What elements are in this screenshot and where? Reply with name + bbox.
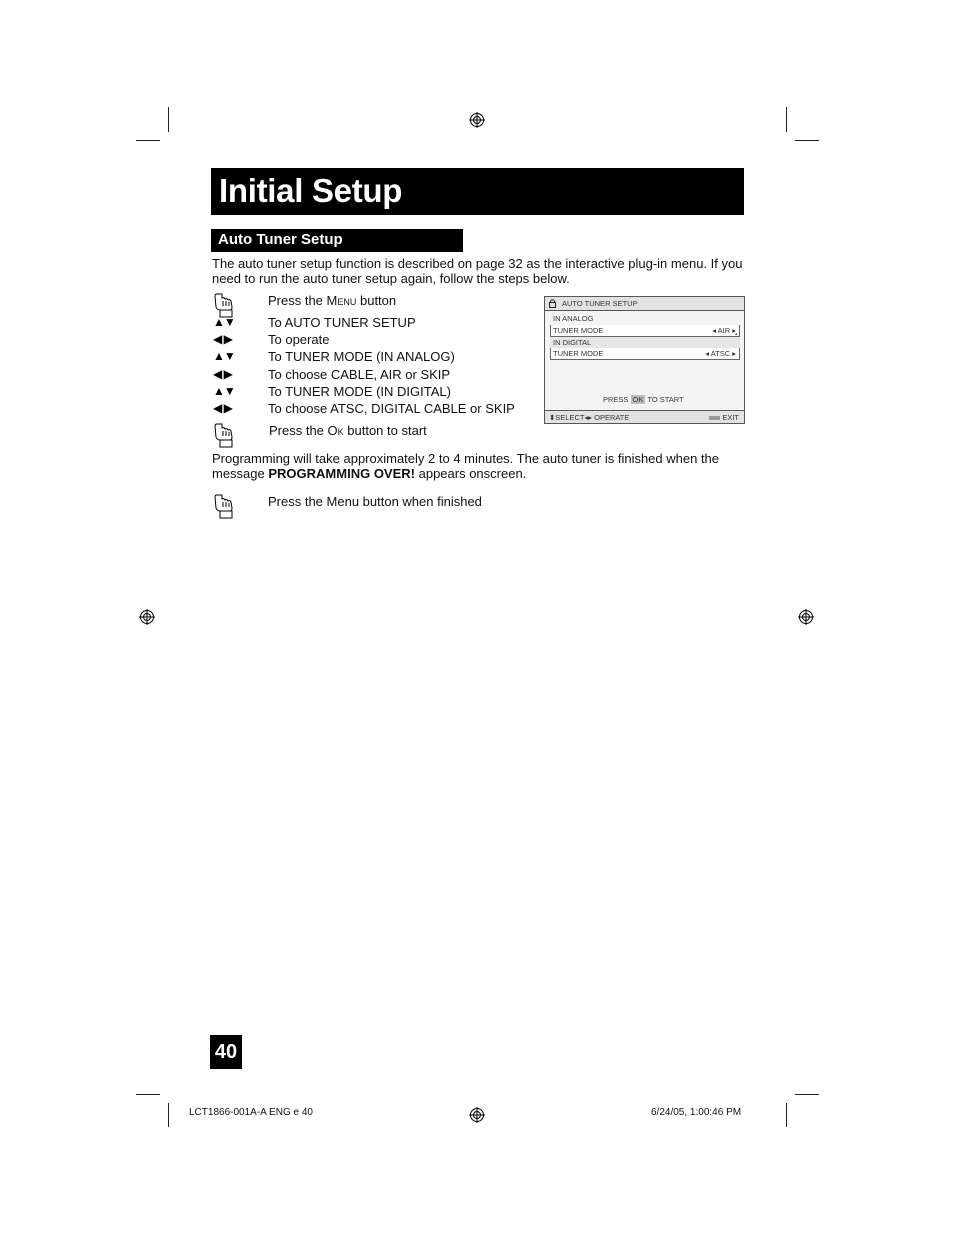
- up-down-arrow-icon: ▲▼: [213, 349, 235, 363]
- crop-mark: [136, 1094, 160, 1095]
- intro-paragraph: The auto tuner setup function is described on page 32 as the interactive plug-in menu. If you need to run the auto tuner setup again, follow the steps below.: [212, 256, 743, 286]
- tv-menu-analog-tuner-mode: TUNER MODE ◂ AIR ▸: [550, 325, 740, 337]
- step-text: To AUTO TUNER SETUP: [268, 315, 416, 330]
- tv-menu-exit: EXIT: [709, 413, 739, 422]
- step-text: To TUNER MODE (IN ANALOG): [268, 349, 455, 364]
- crop-mark: [786, 107, 787, 132]
- cursor-icon: ▪: [735, 332, 738, 338]
- tv-menu-in-digital: IN DIGITAL: [550, 337, 740, 348]
- tv-menu-header: [545, 297, 744, 311]
- step-text: To choose ATSC, DIGITAL CABLE or SKIP: [268, 401, 515, 416]
- page-number: 40: [210, 1035, 242, 1069]
- remote-hand-icon: [212, 493, 238, 519]
- tv-menu-title: AUTO TUNER SETUP: [562, 299, 638, 308]
- step-press-menu-finished: Press the Menu button when finished: [268, 494, 482, 509]
- step-text: To choose CABLE, AIR or SKIP: [268, 367, 451, 382]
- page-title: Initial Setup: [219, 172, 403, 209]
- crop-mark: [795, 1094, 819, 1095]
- section-title-bar: [211, 229, 463, 252]
- crop-mark: [136, 140, 160, 141]
- left-right-arrow-icon: ◀ ▶: [213, 401, 232, 415]
- tv-menu-footer: [545, 410, 744, 423]
- lock-icon: [549, 299, 556, 308]
- programming-paragraph: Programming will take approximately 2 to 4 minutes. The auto tuner is finished when the message PROGRAMMING OVER! appears onscreen.: [212, 451, 720, 481]
- left-right-arrow-icon: ◀ ▶: [213, 367, 232, 381]
- up-down-arrow-icon: ▲▼: [213, 315, 235, 329]
- registration-mark-icon: [139, 609, 155, 625]
- registration-mark-icon: [798, 609, 814, 625]
- section-title: Auto Tuner Setup: [218, 231, 343, 248]
- up-down-arrow-icon: ▲▼: [213, 384, 235, 398]
- page-title-bar: [211, 168, 744, 215]
- remote-hand-icon: [212, 422, 238, 448]
- footer-doc-id: LCT1866-001A-A ENG e 40: [189, 1107, 313, 1118]
- tv-menu-screen: [544, 296, 745, 424]
- step-press-menu: Press the Menu button: [268, 293, 397, 308]
- crop-mark: [795, 140, 819, 141]
- left-right-arrow-icon: ◀ ▶: [213, 332, 232, 346]
- tv-menu-digital-tuner-mode: TUNER MODE ◂ ATSC ▸: [550, 348, 740, 360]
- tv-menu-press-ok: PRESS OK TO START: [603, 395, 684, 404]
- crop-mark: [786, 1103, 787, 1127]
- step-text: To TUNER MODE (IN DIGITAL): [268, 384, 451, 399]
- tv-menu-in-analog: IN ANALOG: [553, 314, 594, 323]
- registration-mark-icon: [469, 1107, 485, 1123]
- tv-menu-select: ⬍SELECT◂▸ OPERATE: [549, 413, 630, 422]
- crop-mark: [168, 107, 169, 132]
- crop-mark: [168, 1103, 169, 1127]
- step-press-ok: Press the Ok button to start: [269, 423, 427, 438]
- registration-mark-icon: [469, 112, 485, 128]
- step-text: To operate: [268, 332, 330, 347]
- footer-timestamp: 6/24/05, 1:00:46 PM: [651, 1107, 742, 1118]
